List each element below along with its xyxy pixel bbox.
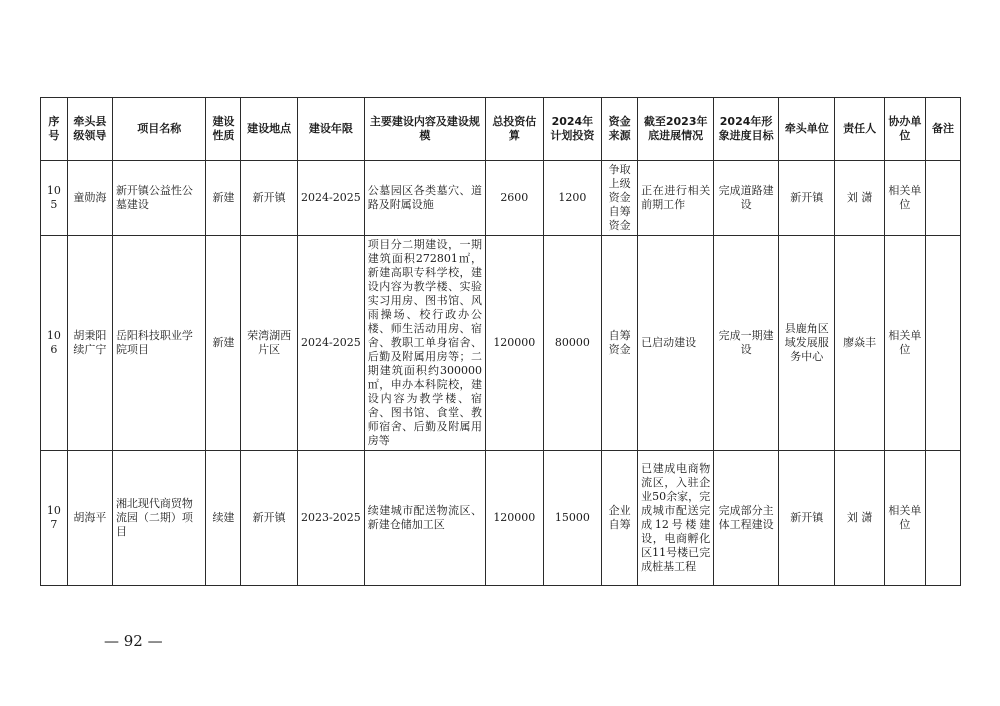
header-target: 2024年形象进度目标	[714, 98, 779, 161]
cell-fund: 争取上级资金自筹资金	[602, 161, 638, 236]
cell-content: 项目分二期建设，一期建筑面积272801㎡，新建高职专科学校，建设内容为教学楼、实验实习用房、图书馆、风雨操场、校行政办公楼、师生活动用房、宿舍、教职工单身宿舍、后勤及附属用房等；二期建筑面积约300000㎡，申办本科院校，建设内容为教学楼、宿舍、图书馆、食堂、教师宿舍、后勤及附属用房等	[364, 236, 485, 451]
cell-location: 荣湾湖西片区	[241, 236, 298, 451]
cell-remark	[925, 451, 960, 586]
header-remark: 备注	[925, 98, 960, 161]
cell-person: 廖焱丰	[835, 236, 884, 451]
cell-remark	[925, 236, 960, 451]
cell-unit: 新开镇	[778, 161, 835, 236]
header-location: 建设地点	[241, 98, 298, 161]
cell-location: 新开镇	[241, 161, 298, 236]
table-row	[41, 451, 961, 586]
table-row	[41, 236, 961, 451]
cell-progress: 正在进行相关前期工作	[638, 161, 714, 236]
cell-unit: 县鹿角区域发展服务中心	[778, 236, 835, 451]
header-plan: 2024年计划投资	[543, 98, 602, 161]
cell-plan: 80000	[543, 236, 602, 451]
cell-total: 120000	[486, 451, 544, 586]
cell-location: 新开镇	[241, 451, 298, 586]
cell-assist: 相关单位	[884, 236, 925, 451]
cell-content: 续建城市配送物流区、新建仓储加工区	[364, 451, 485, 586]
cell-nature: 新建	[206, 161, 241, 236]
header-progress: 截至2023年底进展情况	[638, 98, 714, 161]
cell-name: 湘北现代商贸物流园（二期）项目	[112, 451, 206, 586]
cell-content: 公墓园区各类墓穴、道路及附属设施	[364, 161, 485, 236]
cell-nature: 续建	[206, 451, 241, 586]
cell-fund: 自筹资金	[602, 236, 638, 451]
cell-leader: 童勋海	[67, 161, 112, 236]
cell-person: 刘 潇	[835, 161, 884, 236]
cell-leader: 胡秉阳续广宁	[67, 236, 112, 451]
cell-years: 2024-2025	[297, 236, 364, 451]
header-years: 建设年限	[297, 98, 364, 161]
cell-years: 2024-2025	[297, 161, 364, 236]
cell-assist: 相关单位	[884, 451, 925, 586]
header-nature: 建设性质	[206, 98, 241, 161]
cell-progress: 已启动建设	[638, 236, 714, 451]
project-table	[40, 97, 961, 586]
cell-target: 完成一期建设	[714, 236, 779, 451]
header-fund: 资金来源	[602, 98, 638, 161]
cell-no: 105	[41, 161, 68, 236]
cell-progress: 已建成电商物流区，入驻企业50余家，完成城市配送完成12号楼建设，电商孵化区11号楼已完成桩基工程	[638, 451, 714, 586]
table-header-row	[41, 98, 961, 161]
cell-total: 120000	[486, 236, 544, 451]
cell-plan: 1200	[543, 161, 602, 236]
table-row	[41, 161, 961, 236]
cell-nature: 新建	[206, 236, 241, 451]
cell-assist: 相关单位	[884, 161, 925, 236]
cell-plan: 15000	[543, 451, 602, 586]
cell-no: 107	[41, 451, 68, 586]
header-total: 总投资估算	[486, 98, 544, 161]
cell-person: 刘 潇	[835, 451, 884, 586]
cell-years: 2023-2025	[297, 451, 364, 586]
cell-target: 完成道路建设	[714, 161, 779, 236]
cell-target: 完成部分主体工程建设	[714, 451, 779, 586]
cell-leader: 胡海平	[67, 451, 112, 586]
header-person: 责任人	[835, 98, 884, 161]
cell-remark	[925, 161, 960, 236]
header-assist: 协办单位	[884, 98, 925, 161]
header-name: 项目名称	[112, 98, 206, 161]
header-no: 序号	[41, 98, 68, 161]
header-unit: 牵头单位	[778, 98, 835, 161]
cell-name: 岳阳科技职业学院项目	[112, 236, 206, 451]
cell-unit: 新开镇	[778, 451, 835, 586]
header-content: 主要建设内容及建设规模	[364, 98, 485, 161]
cell-total: 2600	[486, 161, 544, 236]
cell-name: 新开镇公益性公墓建设	[112, 161, 206, 236]
header-leader: 牵头县级领导	[67, 98, 112, 161]
page-number: — 92 —	[104, 632, 163, 650]
cell-fund: 企业自筹	[602, 451, 638, 586]
cell-no: 106	[41, 236, 68, 451]
